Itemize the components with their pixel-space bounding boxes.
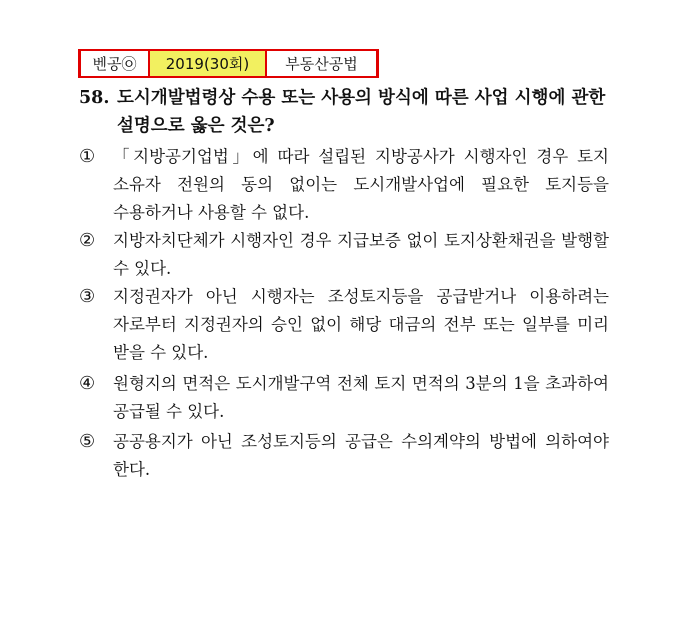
- option-1[interactable]: [79, 143, 609, 227]
- option-text: 지정권자가 아닌 시행자는 조성토지등을 공급받거나 이용하려는 자로부터 지정권자의 승인 없이 해당 대금의 전부 또는 일부를 미리 받을 수 있다.: [113, 287, 609, 362]
- option-marker: ⑤: [79, 431, 96, 452]
- option-3[interactable]: [79, 283, 609, 367]
- year-tag: 2019(30회): [149, 49, 266, 78]
- option-marker: ④: [79, 373, 96, 394]
- option-text: 원형지의 면적은 도시개발구역 전체 토지 면적의 3분의 1을 초과하여 공급될 수 있다.: [113, 374, 609, 421]
- option-text: 공공용지가 아닌 조성토지등의 공급은 수의계약의 방법에 의하여야 한다.: [113, 432, 609, 479]
- exam-tag: 벤공㉧: [78, 49, 149, 78]
- option-text: 「지방공기업법」에 따라 설립된 지방공사가 시행자인 경우 토지 소유자 전원의 동의 없이는 도시개발사업에 필요한 토지등을 수용하거나 사용할 수 없다.: [113, 147, 609, 222]
- option-4[interactable]: [79, 370, 609, 426]
- exam-header: [78, 49, 379, 78]
- question: [79, 84, 619, 140]
- question-text: 도시개발법령상 수용 또는 사용의 방식에 따른 사업 시행에 관한 설명으로 옳은 것은?: [117, 88, 606, 136]
- option-text: 지방자치단체가 시행자인 경우 지급보증 없이 토지상환채권을 발행할 수 있다.: [113, 231, 609, 278]
- option-5[interactable]: [79, 428, 609, 484]
- option-marker: ①: [79, 146, 96, 167]
- option-marker: ②: [79, 230, 96, 251]
- question-number: 58.: [79, 88, 110, 108]
- option-marker: ③: [79, 286, 96, 307]
- option-2[interactable]: [79, 227, 609, 283]
- subject-tag: 부동산공법: [266, 49, 379, 78]
